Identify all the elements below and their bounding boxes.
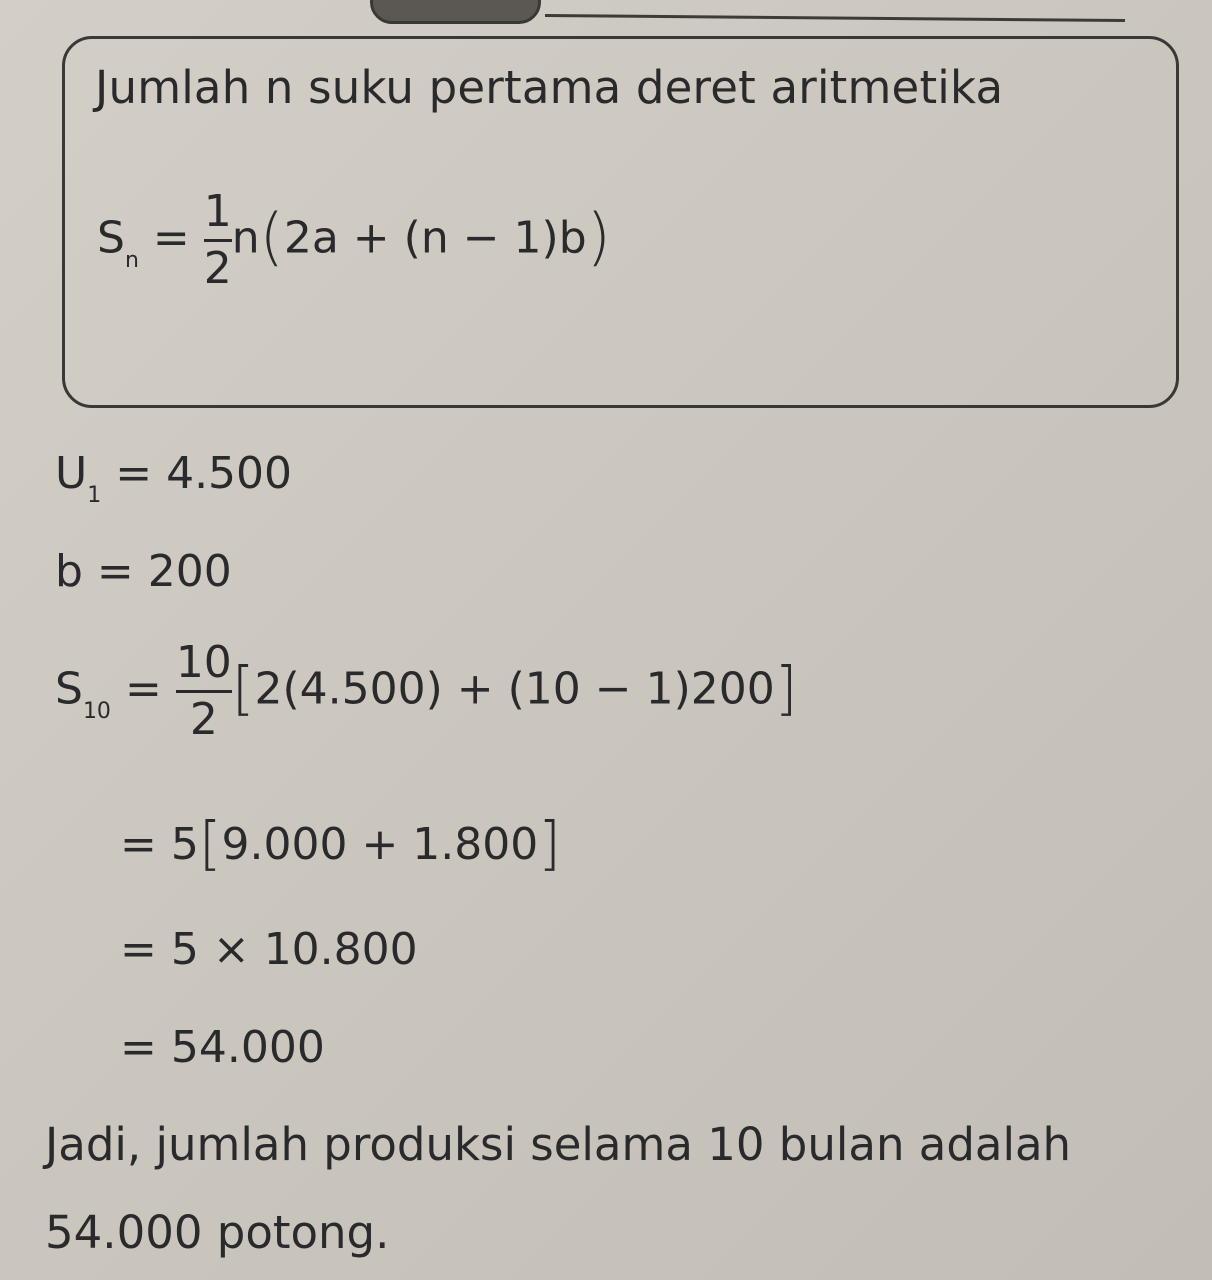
divider-line <box>545 14 1125 22</box>
u1-subscript: 1 <box>87 483 102 508</box>
step-3: = 5 × 10.800 <box>120 924 418 975</box>
step2-body: 9.000 + 1.800 <box>221 819 539 870</box>
fraction-bar <box>204 239 232 242</box>
s10-bracket-close: ] <box>774 653 798 722</box>
box-title: Jumlah n suku pertama deret aritmetika <box>95 61 1004 114</box>
s10-fraction <box>175 637 232 746</box>
formula-paren-open: ( <box>259 200 284 274</box>
step2-pre: = 5 <box>120 819 199 870</box>
formula-body: 2a + (n − 1)b <box>283 212 587 264</box>
u1-var: U <box>55 448 88 499</box>
sum-formula <box>97 186 611 319</box>
formula-paren-close: ) <box>586 200 611 274</box>
s10-equation <box>55 637 798 746</box>
step-4: = 54.000 <box>120 1022 325 1073</box>
s10-bracket-open: [ <box>231 653 255 722</box>
step2-bracket-open: [ <box>198 809 222 877</box>
s10-subscript: 10 <box>82 698 111 724</box>
s10-fraction-denominator: 2 <box>189 694 218 746</box>
formula-lhs: S <box>97 212 125 264</box>
step2-bracket-close: ] <box>538 809 561 877</box>
conclusion-line-1: Jadi, jumlah produksi selama 10 bulan adalah <box>45 1118 1072 1171</box>
decorative-tab <box>370 0 541 24</box>
formula-n: n <box>231 212 260 264</box>
conclusion-line-2: 54.000 potong. <box>45 1206 390 1259</box>
step-2 <box>120 809 561 877</box>
fraction-bar <box>176 690 232 693</box>
s10-fraction-numerator: 10 <box>175 637 232 688</box>
s10-body: 2(4.500) + (10 − 1)200 <box>254 663 775 715</box>
given-b: b = 200 <box>55 546 232 597</box>
s10-var: S <box>55 663 83 715</box>
formula-lhs-subscript: n <box>124 247 139 273</box>
formula-fraction-numerator: 1 <box>203 186 232 237</box>
formula-equals: = <box>152 212 190 264</box>
formula-fraction <box>203 186 232 295</box>
s10-equals: = <box>124 663 162 715</box>
formula-box <box>62 36 1179 408</box>
u1-value: = 4.500 <box>115 448 293 499</box>
formula-fraction-denominator: 2 <box>203 243 232 295</box>
given-u1 <box>55 448 293 508</box>
